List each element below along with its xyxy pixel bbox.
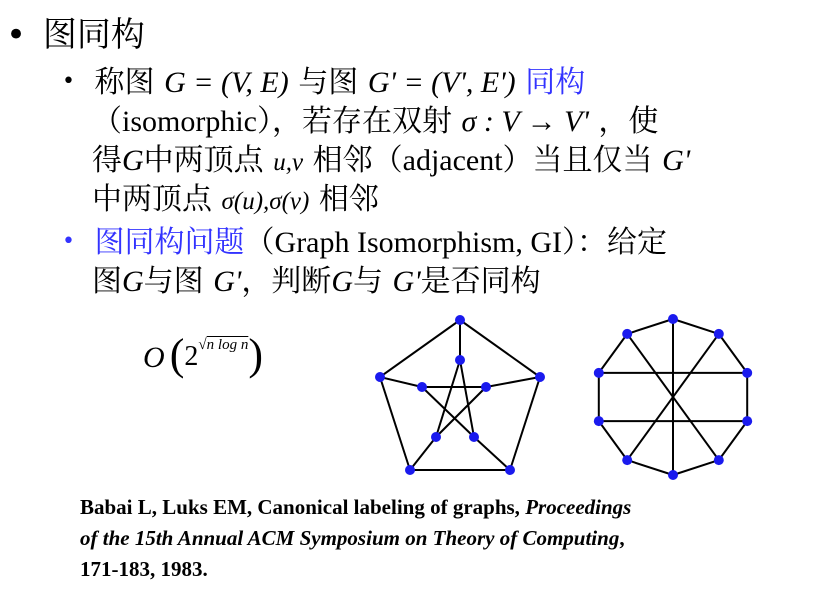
graph-notation: G = (V, E)	[164, 66, 289, 99]
math-g-2: G'	[213, 265, 242, 298]
petersen-vertex	[481, 382, 491, 392]
radicand: n log n	[206, 337, 249, 353]
bijection-notation: σ : V → V'	[461, 105, 589, 138]
math-g: G	[122, 144, 144, 177]
isomorphic-edge	[719, 421, 747, 460]
petersen-vertex	[375, 372, 385, 382]
problem-line-2	[92, 264, 541, 299]
reference-venue-b: of the 15th Annual ACM Symposium on Theory of Computing	[80, 526, 620, 550]
right-paren: )	[248, 330, 263, 379]
text-e: 是否同构	[420, 264, 541, 299]
isomorphic-vertex	[594, 416, 604, 426]
reference-authors: Babai L, Luks EM, Canonical labeling of graphs,	[80, 495, 520, 519]
problem-line-1	[62, 225, 667, 260]
definition-line-1	[62, 65, 586, 100]
isomorphic-vertex	[742, 416, 752, 426]
petersen-edge	[380, 377, 410, 470]
petersen-vertex	[505, 465, 515, 475]
isomorphic-edge	[627, 460, 673, 475]
petersen-edge	[510, 377, 540, 470]
math-sigma-uv: σ(u),σ(v)	[221, 188, 310, 215]
term-isomorphism: 同构	[525, 65, 586, 100]
isomorphic-vertex	[622, 455, 632, 465]
text-b: 与图	[143, 264, 204, 299]
petersen-vertex	[455, 315, 465, 325]
petersen-edge	[474, 437, 510, 470]
base-two: 2	[184, 341, 199, 372]
title-line	[6, 15, 145, 55]
math-g-1: G	[122, 265, 144, 298]
complexity-formula	[143, 330, 263, 379]
isomorphic-vertex	[714, 455, 724, 465]
definition-suffix: ，使	[598, 104, 659, 139]
isomorphic-edge	[719, 334, 747, 373]
text-de: 得	[92, 143, 122, 178]
math-g-3: G	[331, 265, 353, 298]
isomorphic-graph	[575, 310, 775, 485]
definition-prefix: 称图	[94, 65, 155, 100]
isomorphic-edge	[673, 460, 719, 475]
isomorphic-vertex	[714, 329, 724, 339]
problem-rest: （Graph Isomorphism, GI）：给定	[244, 226, 667, 259]
big-o: O	[143, 341, 165, 374]
petersen-vertex	[455, 355, 465, 365]
isomorphic-edge	[599, 421, 627, 460]
petersen-graph	[360, 310, 560, 480]
graph2-notation: G' = (V', E')	[367, 66, 516, 99]
reference-line-1	[80, 497, 631, 518]
isomorphic-vertex	[668, 470, 678, 480]
text-c: ，判断	[241, 264, 332, 299]
reference-venue-a: Proceedings	[525, 495, 632, 519]
isomorphic-vertex	[594, 368, 604, 378]
petersen-edge	[486, 377, 540, 387]
page-title: 图同构	[42, 15, 145, 55]
petersen-vertex	[535, 372, 545, 382]
text-a: 图	[92, 264, 122, 299]
text-two-vertices: 中两顶点	[143, 143, 264, 178]
reference-line-3	[80, 559, 208, 580]
bullet: •	[6, 15, 27, 55]
petersen-vertex	[431, 432, 441, 442]
bullet: •	[62, 69, 75, 94]
definition-middle: 与图	[298, 65, 359, 100]
bullet: •	[62, 229, 75, 254]
isomorphic-edge	[673, 319, 719, 334]
isomorphic-edge	[599, 334, 627, 373]
petersen-edge	[380, 320, 460, 377]
reference-line-2	[80, 528, 625, 549]
definition-line-2	[92, 104, 659, 139]
text-two-vertices-2: 中两顶点	[92, 182, 212, 217]
petersen-vertex	[469, 432, 479, 442]
text-adjacent: 相邻（adjacent）当且仅当	[312, 144, 653, 177]
text-d: 与	[352, 264, 383, 299]
definition-line-3	[92, 143, 691, 178]
isomorphic-vertex	[742, 368, 752, 378]
problem-name: 图同构问题	[94, 225, 245, 260]
isomorphic-edge	[627, 319, 673, 334]
definition-line-4	[92, 182, 379, 217]
left-paren: (	[169, 330, 185, 379]
math-g-4: G'	[392, 265, 421, 298]
petersen-edge	[410, 437, 436, 470]
math-g-prime: G'	[662, 144, 691, 177]
sqrt-sign: √	[198, 337, 207, 353]
isomorphic-vertex	[668, 314, 678, 324]
isomorphic-vertex	[622, 329, 632, 339]
text-adjacent-2: 相邻	[318, 182, 379, 217]
math-uv: u,v	[273, 149, 304, 176]
petersen-edge	[460, 320, 540, 377]
petersen-edge	[380, 377, 422, 387]
petersen-vertex	[405, 465, 415, 475]
reference-pages: 171-183, 1983.	[80, 557, 208, 581]
reference-comma: ,	[619, 526, 625, 550]
definition-english: （isomorphic），若存在双射	[92, 105, 452, 138]
petersen-vertex	[417, 382, 427, 392]
